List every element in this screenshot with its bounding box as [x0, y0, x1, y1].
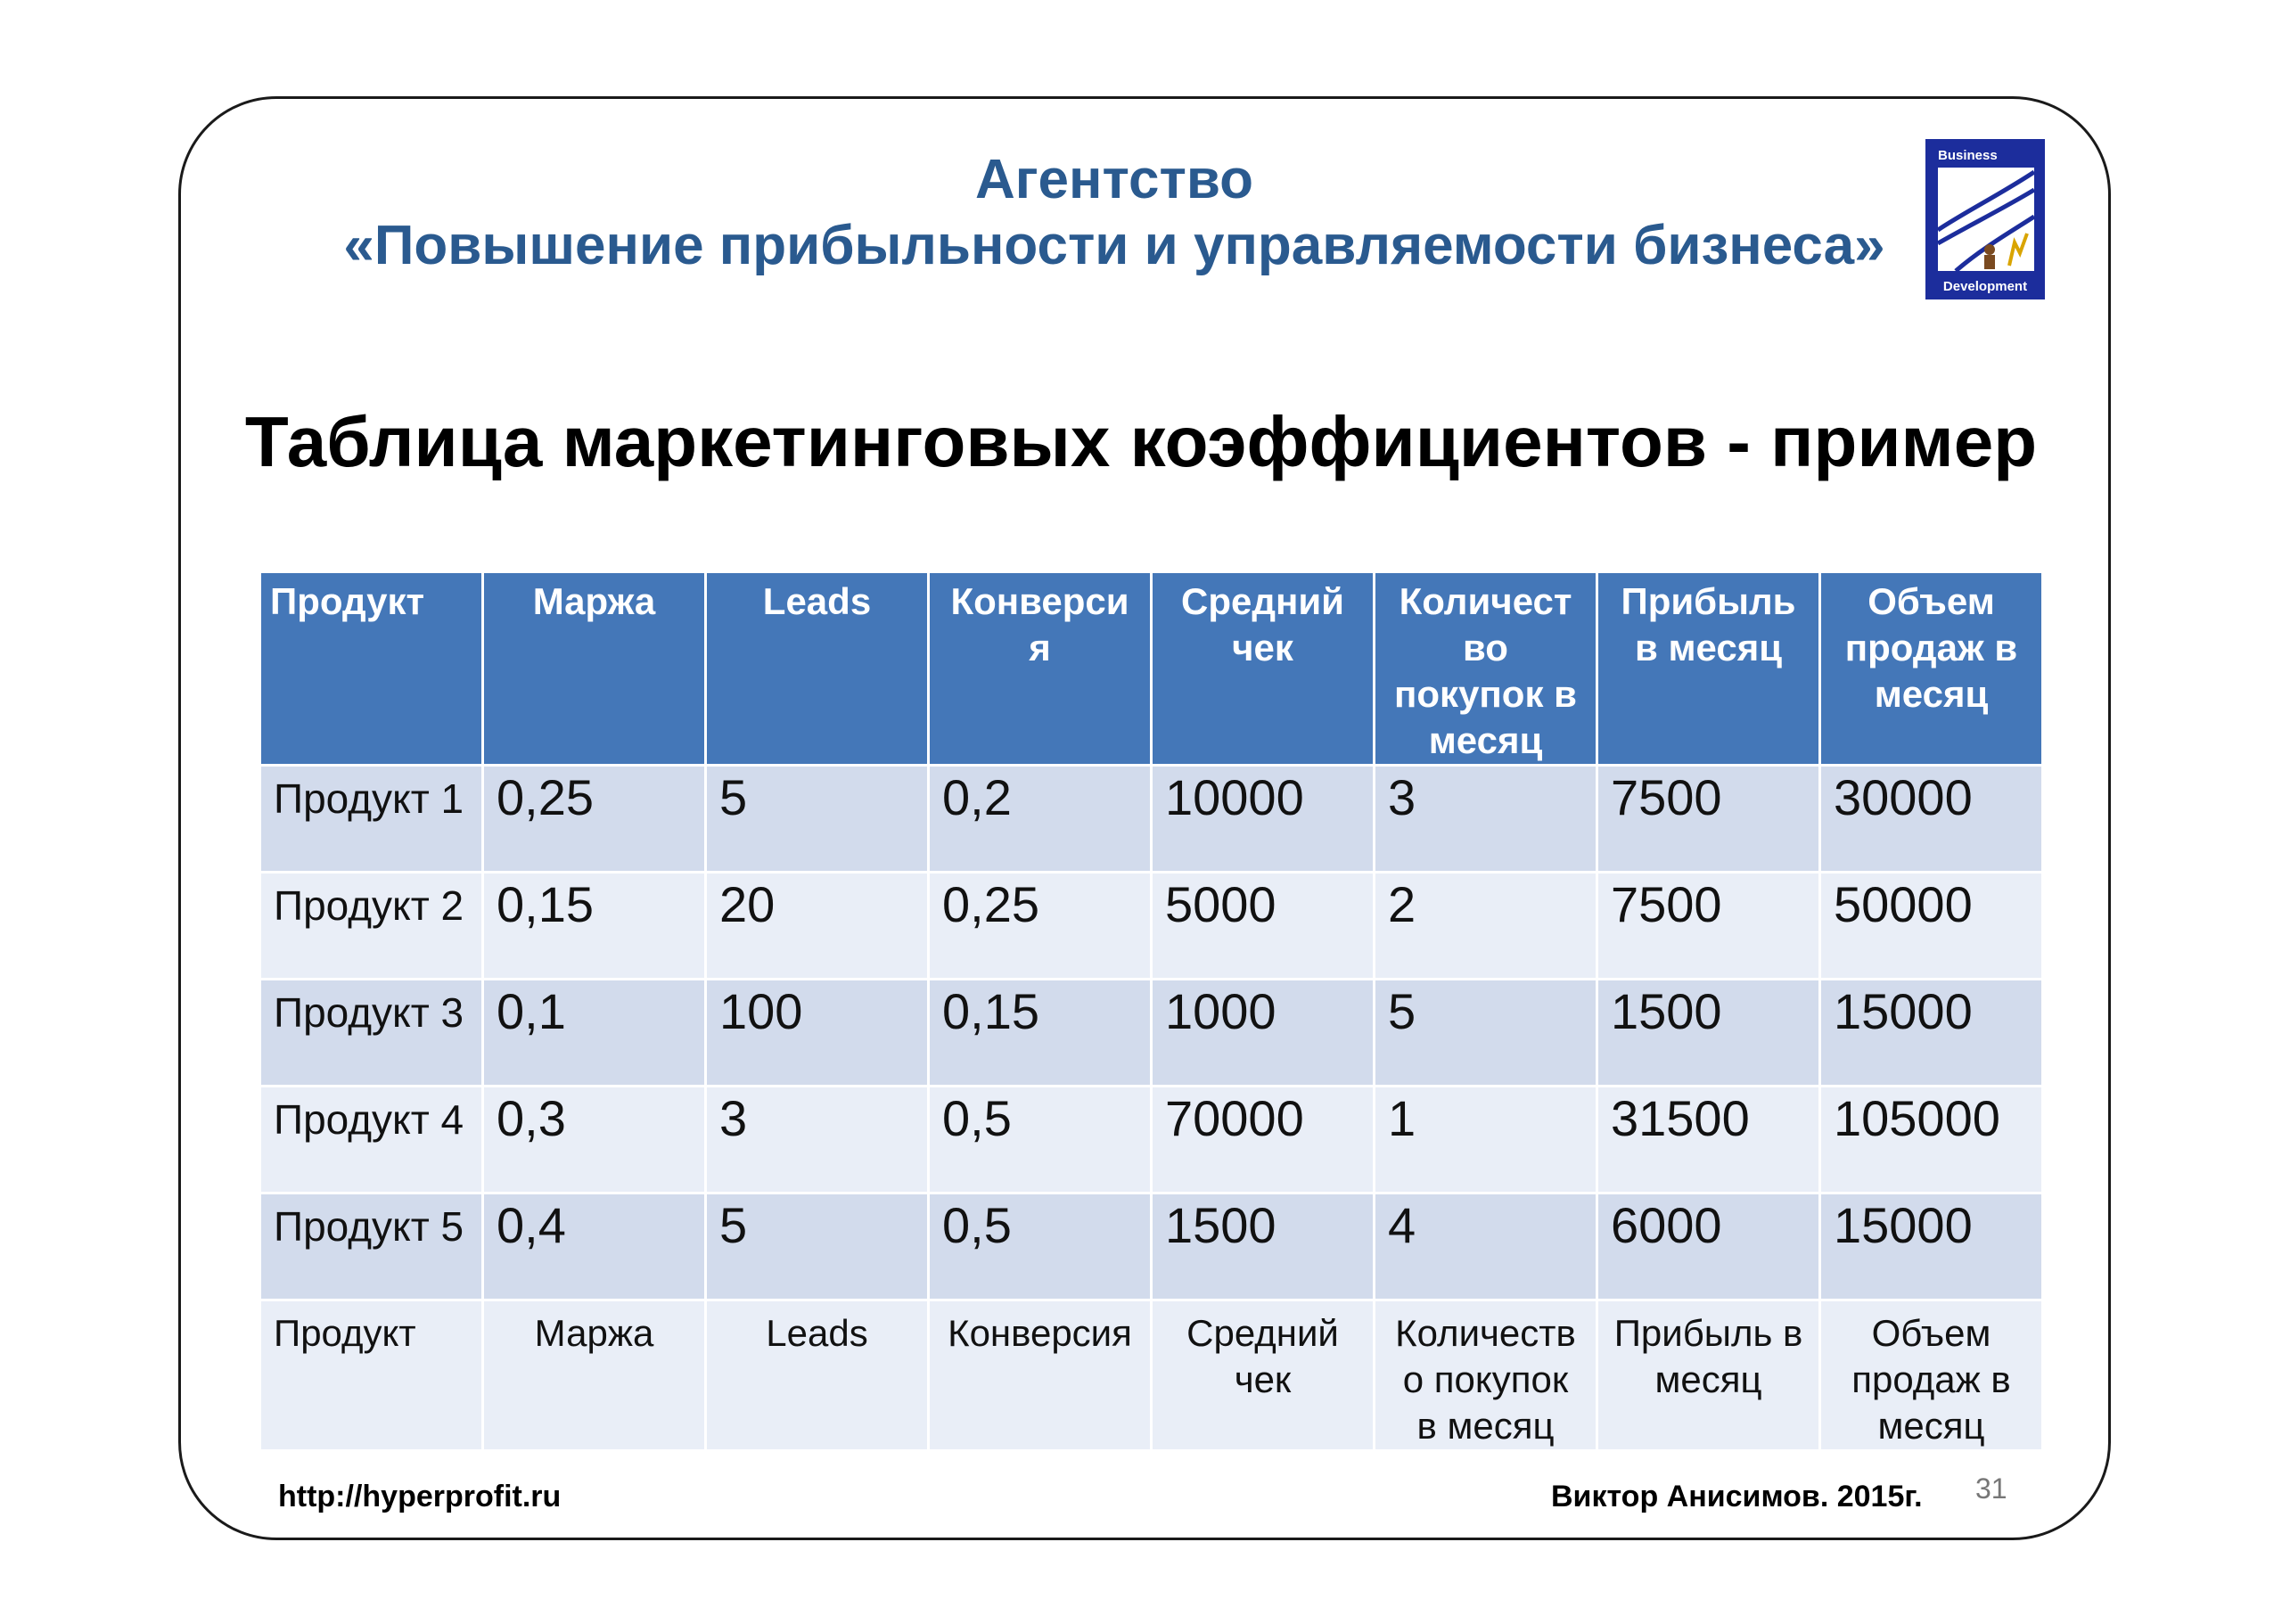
header-conversion: Конверси я	[929, 572, 1152, 766]
footer-average-check: Средний чек	[1152, 1300, 1375, 1451]
footer-leads: Leads	[706, 1300, 929, 1451]
table-row	[260, 766, 2043, 873]
cell-profit: 31500	[1597, 1087, 1820, 1193]
cell-leads: 20	[706, 873, 929, 980]
cell-average-check: 1000	[1152, 980, 1375, 1087]
cell-sales-volume: 105000	[1820, 1087, 2043, 1193]
cell-conversion: 0,5	[929, 1193, 1152, 1300]
cell-average-check: 1500	[1152, 1193, 1375, 1300]
cell-purchases: 2	[1375, 873, 1597, 980]
cell-profit: 1500	[1597, 980, 1820, 1087]
cell-profit: 6000	[1597, 1193, 1820, 1300]
table-row	[260, 873, 2043, 980]
marketing-coefficients-table	[259, 570, 2044, 1452]
cell-purchases: 1	[1375, 1087, 1597, 1193]
cell-product: Продукт 5	[260, 1193, 483, 1300]
footer-author: Виктор Анисимов. 2015г.	[1551, 1480, 1923, 1513]
logo-swoosh-icon	[1938, 168, 2034, 271]
cell-average-check: 70000	[1152, 1087, 1375, 1193]
agency-title-line1: Агентство	[974, 149, 1254, 210]
cell-leads: 100	[706, 980, 929, 1087]
table-header-row	[260, 572, 2043, 766]
table-row	[260, 980, 2043, 1087]
table-title: Таблица маркетинговых коэффициентов - пример	[244, 402, 2038, 481]
footer-sales-volume: Объем продаж в месяц	[1820, 1300, 2043, 1451]
cell-profit: 7500	[1597, 766, 1820, 873]
header-margin: Маржа	[483, 572, 706, 766]
cell-product: Продукт 2	[260, 873, 483, 980]
cell-conversion: 0,5	[929, 1087, 1152, 1193]
header-purchases-per-month: Количест во покупок в месяц	[1375, 572, 1597, 766]
cell-average-check: 5000	[1152, 873, 1375, 980]
logo-emblem	[1938, 168, 2034, 271]
cell-conversion: 0,15	[929, 980, 1152, 1087]
agency-title-line2: «Повышение прибыльности и управляемости бизнеса»	[343, 215, 1885, 276]
cell-margin: 0,15	[483, 873, 706, 980]
footer-margin: Маржа	[483, 1300, 706, 1451]
cell-margin: 0,25	[483, 766, 706, 873]
logo-bottom-text: Development	[1942, 279, 2028, 294]
cell-sales-volume: 50000	[1820, 873, 2043, 980]
cell-sales-volume: 15000	[1820, 980, 2043, 1087]
cell-sales-volume: 15000	[1820, 1193, 2043, 1300]
cell-leads: 3	[706, 1087, 929, 1193]
logo-top-text: Business	[1938, 148, 1998, 163]
table-row	[260, 1193, 2043, 1300]
cell-product: Продукт 1	[260, 766, 483, 873]
footer-profit: Прибыль в месяц	[1597, 1300, 1820, 1451]
cell-profit: 7500	[1597, 873, 1820, 980]
footer-purchases: Количеств о покупок в месяц	[1375, 1300, 1597, 1451]
footer-url-link[interactable]: http://hyperprofit.ru	[278, 1480, 562, 1513]
header-profit-per-month: Прибыль в месяц	[1597, 572, 1820, 766]
header-leads: Leads	[706, 572, 929, 766]
header-average-check: Средний чек	[1152, 572, 1375, 766]
page-number: 31	[1975, 1472, 2007, 1505]
header-product: Продукт	[260, 572, 483, 766]
cell-product: Продукт 4	[260, 1087, 483, 1193]
cell-leads: 5	[706, 1193, 929, 1300]
business-development-logo	[1925, 139, 2045, 299]
cell-average-check: 10000	[1152, 766, 1375, 873]
cell-purchases: 3	[1375, 766, 1597, 873]
cell-margin: 0,3	[483, 1087, 706, 1193]
footer-conversion: Конверсия	[929, 1300, 1152, 1451]
cell-purchases: 5	[1375, 980, 1597, 1087]
cell-margin: 0,1	[483, 980, 706, 1087]
cell-product: Продукт 3	[260, 980, 483, 1087]
agency-title	[267, 147, 1961, 279]
cell-conversion: 0,2	[929, 766, 1152, 873]
cell-margin: 0,4	[483, 1193, 706, 1300]
cell-leads: 5	[706, 766, 929, 873]
footer-product: Продукт	[260, 1300, 483, 1451]
cell-conversion: 0,25	[929, 873, 1152, 980]
cell-sales-volume: 30000	[1820, 766, 2043, 873]
header-sales-volume-per-month: Объем продаж в месяц	[1820, 572, 2043, 766]
table-footer-row	[260, 1300, 2043, 1451]
table-row	[260, 1087, 2043, 1193]
cell-purchases: 4	[1375, 1193, 1597, 1300]
